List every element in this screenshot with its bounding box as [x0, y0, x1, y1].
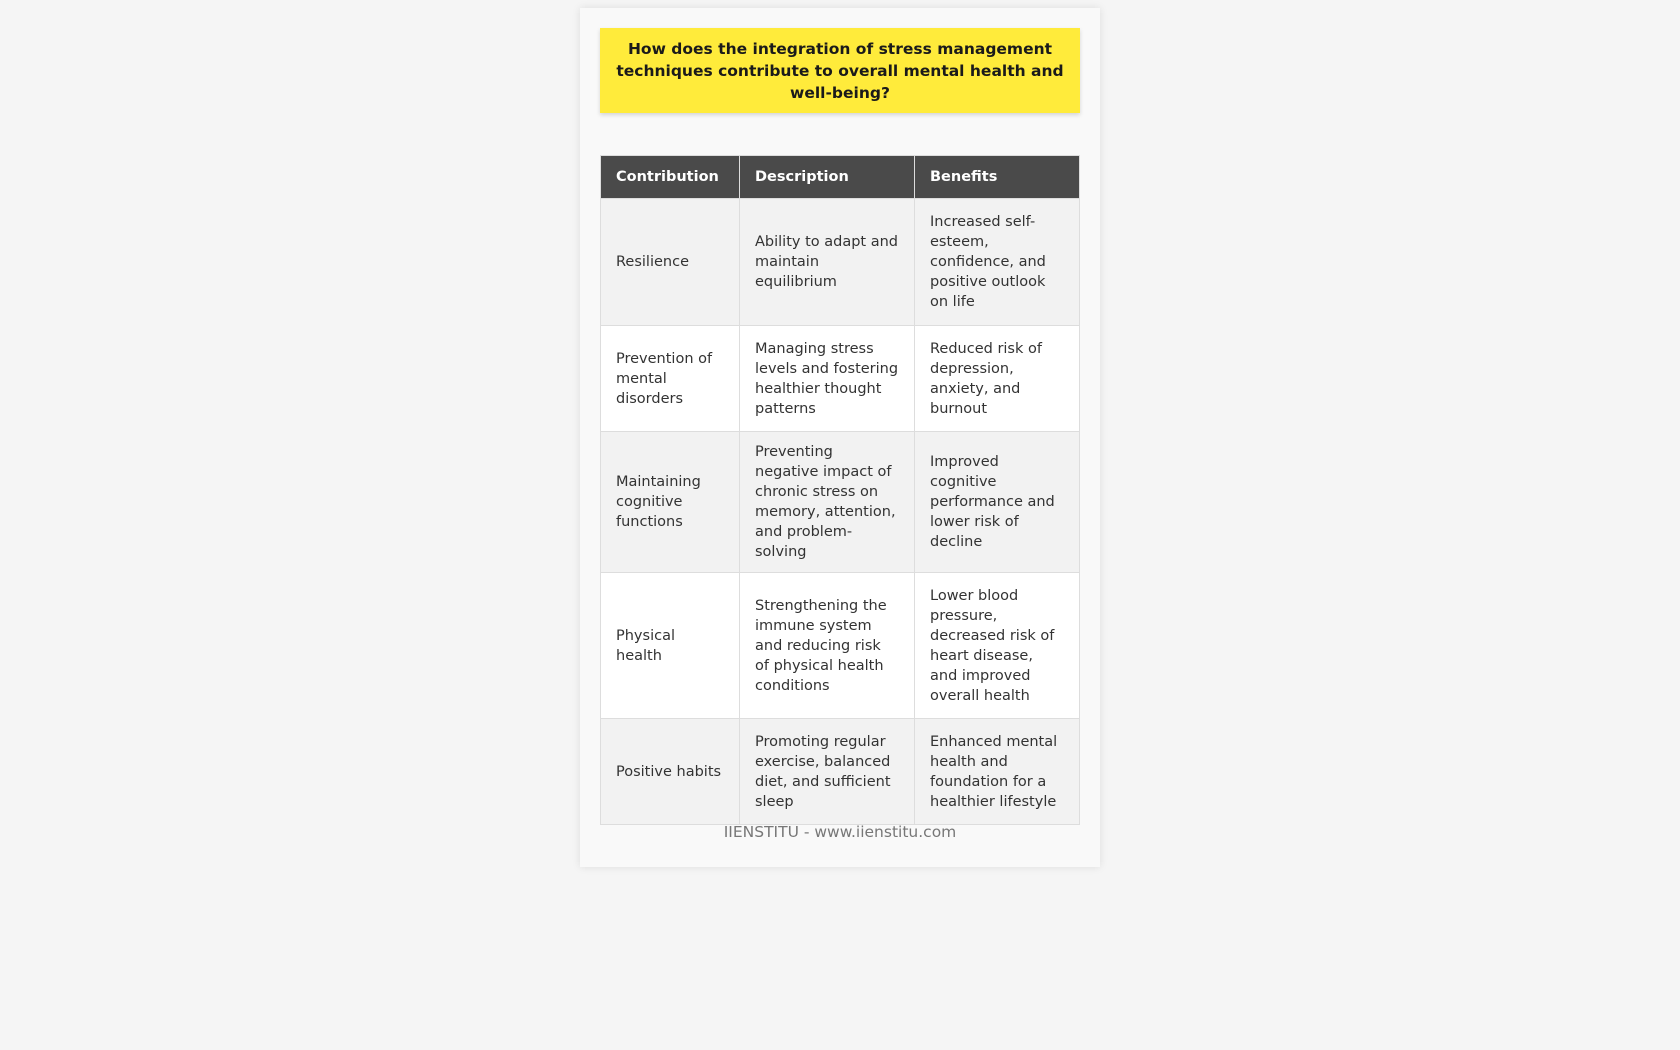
- cell-benefits: Enhanced mental health and foundation for a healthier lifestyle: [915, 719, 1080, 825]
- cell-description: Promoting regular exercise, balanced diet, and sufficient sleep: [740, 719, 915, 825]
- table-row: [601, 573, 1080, 719]
- cell-benefits: Improved cognitive performance and lower risk of decline: [915, 432, 1080, 573]
- content-card: [580, 8, 1100, 867]
- cell-contribution: Positive habits: [601, 719, 740, 825]
- table-row: [601, 326, 1080, 432]
- table-row: [601, 199, 1080, 326]
- cell-description: Ability to adapt and maintain equilibrium: [740, 199, 915, 326]
- cell-description: Preventing negative impact of chronic stress on memory, attention, and problem-solving: [740, 432, 915, 573]
- question-banner: [600, 28, 1080, 113]
- cell-benefits: Lower blood pressure, decreased risk of heart disease, and improved overall health: [915, 573, 1080, 719]
- header-benefits: Benefits: [915, 156, 1080, 199]
- contributions-table: [600, 155, 1080, 825]
- cell-contribution: Physical health: [601, 573, 740, 719]
- cell-benefits: Increased self-esteem, confidence, and positive outlook on life: [915, 199, 1080, 326]
- header-contribution: Contribution: [601, 156, 740, 199]
- question-text: How does the integration of stress management techniques contribute to overall mental health and well-being?: [616, 39, 1064, 102]
- table-header-row: [601, 156, 1080, 199]
- cell-contribution: Maintaining cognitive functions: [601, 432, 740, 573]
- cell-description: Managing stress levels and fostering healthier thought patterns: [740, 326, 915, 432]
- cell-contribution: Resilience: [601, 199, 740, 326]
- cell-description: Strengthening the immune system and reducing risk of physical health conditions: [740, 573, 915, 719]
- header-description: Description: [740, 156, 915, 199]
- footer-credit: IIENSTITU - www.iienstitu.com: [723, 823, 957, 841]
- table-row: [601, 719, 1080, 825]
- cell-benefits: Reduced risk of depression, anxiety, and burnout: [915, 326, 1080, 432]
- cell-contribution: Prevention of mental disorders: [601, 326, 740, 432]
- table-row: [601, 432, 1080, 573]
